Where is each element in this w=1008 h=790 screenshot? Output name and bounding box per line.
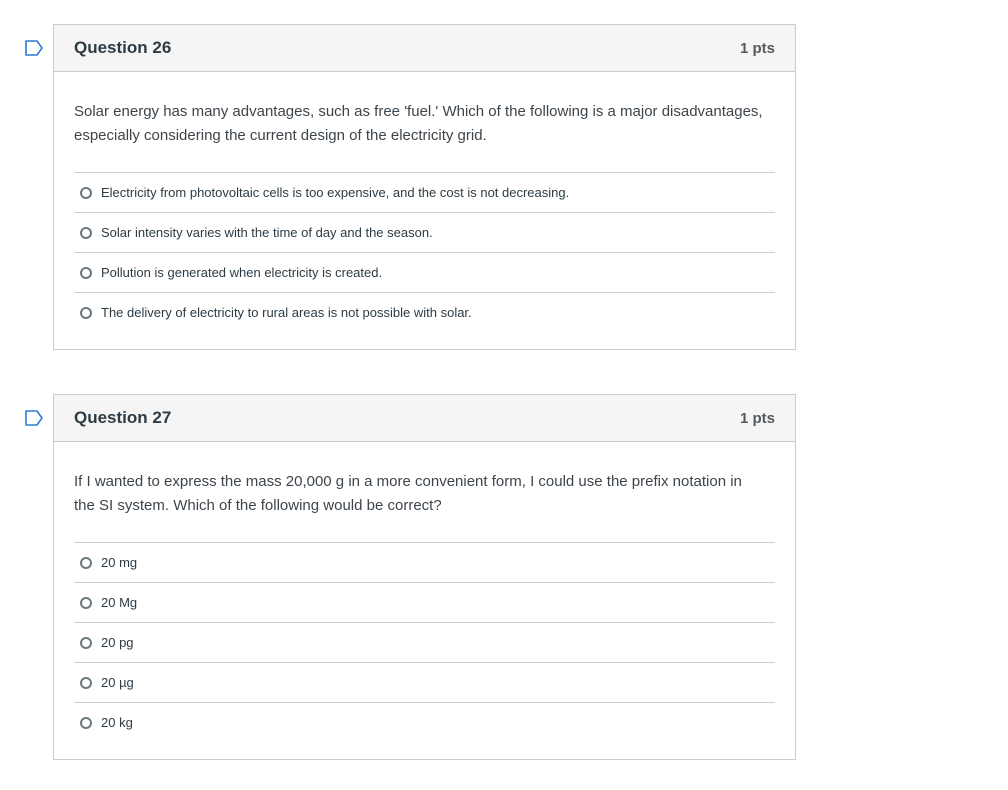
bookmark-flag-icon[interactable] <box>24 408 44 428</box>
question-header <box>54 395 795 442</box>
question-points: 1 pts <box>739 39 775 57</box>
question-body <box>54 72 795 332</box>
bookmark-flag-icon[interactable] <box>24 38 44 58</box>
answer-option[interactable] <box>74 703 775 742</box>
answer-option[interactable] <box>74 293 775 332</box>
radio-button-icon[interactable] <box>80 717 92 729</box>
radio-button-icon[interactable] <box>80 307 92 319</box>
answer-label: Pollution is generated when electricity is created. <box>101 265 383 280</box>
radio-button-icon[interactable] <box>80 227 92 239</box>
answer-label: 20 mg <box>101 555 138 570</box>
answer-option[interactable] <box>74 173 775 213</box>
answer-label: 20 kg <box>101 715 133 730</box>
question-27 <box>53 394 796 760</box>
answer-label: Electricity from photovoltaic cells is too expensive, and the cost is not decreasing. <box>101 185 570 200</box>
answer-label: 20 Mg <box>101 595 138 610</box>
radio-button-icon[interactable] <box>80 557 92 569</box>
answer-option[interactable] <box>74 663 775 703</box>
question-title: Question 26 <box>74 38 172 57</box>
answer-option[interactable] <box>74 543 775 583</box>
answer-option[interactable] <box>74 253 775 293</box>
answer-label: The delivery of electricity to rural areas is not possible with solar. <box>101 305 472 320</box>
question-26 <box>53 24 796 350</box>
answer-label: Solar intensity varies with the time of day and the season. <box>101 225 433 240</box>
radio-button-icon[interactable] <box>80 677 92 689</box>
answer-option[interactable] <box>74 623 775 663</box>
question-body <box>54 442 795 742</box>
radio-button-icon[interactable] <box>80 187 92 199</box>
radio-button-icon[interactable] <box>80 267 92 279</box>
radio-button-icon[interactable] <box>80 597 92 609</box>
question-text: If I wanted to express the mass 20,000 g in a more convenient form, I could use the prefix notation in the SI system. Which of the following would be correct? <box>74 473 742 514</box>
answer-list <box>74 542 775 742</box>
question-points: 1 pts <box>739 409 775 427</box>
answer-option[interactable] <box>74 583 775 623</box>
answer-option[interactable] <box>74 213 775 253</box>
question-text: Solar energy has many advantages, such as free 'fuel.' Which of the following is a major disadvantages, especially considering the current design of the electricity grid. <box>74 103 763 144</box>
question-title: Question 27 <box>74 408 172 427</box>
question-header <box>54 25 795 72</box>
answer-label: 20 pg <box>101 635 134 650</box>
answer-label: 20 µg <box>101 675 134 690</box>
radio-button-icon[interactable] <box>80 637 92 649</box>
answer-list <box>74 172 775 332</box>
